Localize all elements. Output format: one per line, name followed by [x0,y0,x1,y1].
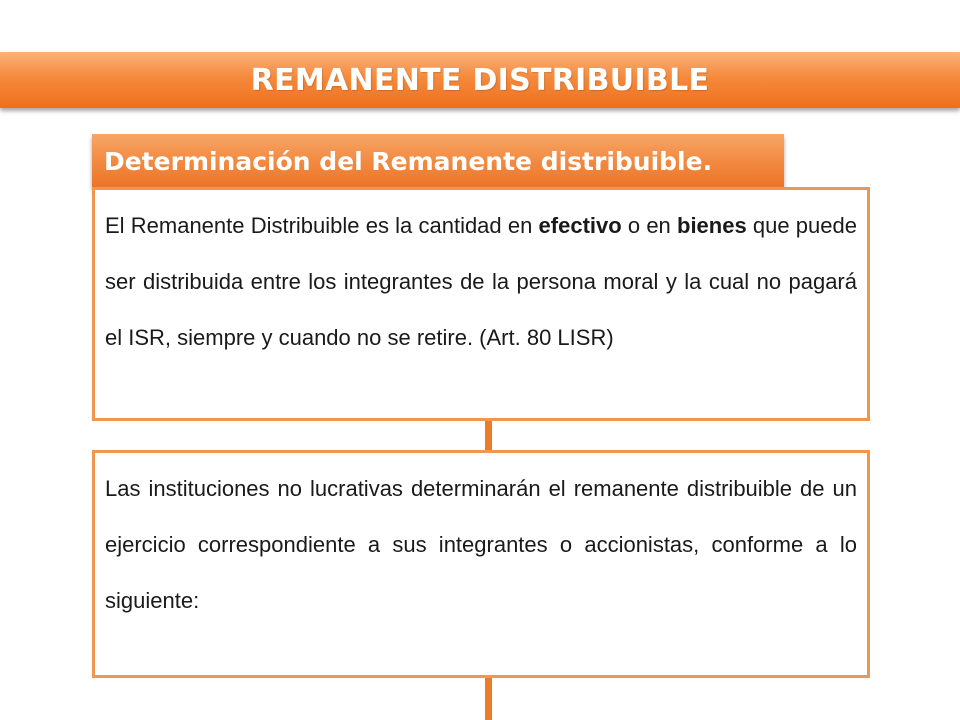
title-banner [0,52,960,108]
definition-bold-bienes: bienes [677,213,747,238]
definition-box [92,187,870,421]
subtitle-banner [92,134,784,188]
definition-text-part1: El Remanente Distribuible es la cantidad en [105,213,539,238]
flow-connector-bottom [485,678,492,720]
procedure-box [92,450,870,678]
definition-bold-efectivo: efectivo [538,213,622,238]
page-title: REMANENTE DISTRIBUIBLE [250,62,710,98]
flow-connector [485,421,492,450]
procedure-text: Las instituciones no lucrativas determinarán el remanente distribuible de un ejercicio correspondiente a sus integrantes o accionistas, conforme a lo siguiente: [105,476,857,613]
section-subtitle: Determinación del Remanente distribuible. [104,146,713,176]
definition-text-part3: que puede ser distribuida entre los integrantes de la persona moral y la cual no pagará el ISR, siempre y cuando no se retire. (Art. 80 LISR) [105,213,857,350]
definition-text-part2: o en [621,213,677,238]
